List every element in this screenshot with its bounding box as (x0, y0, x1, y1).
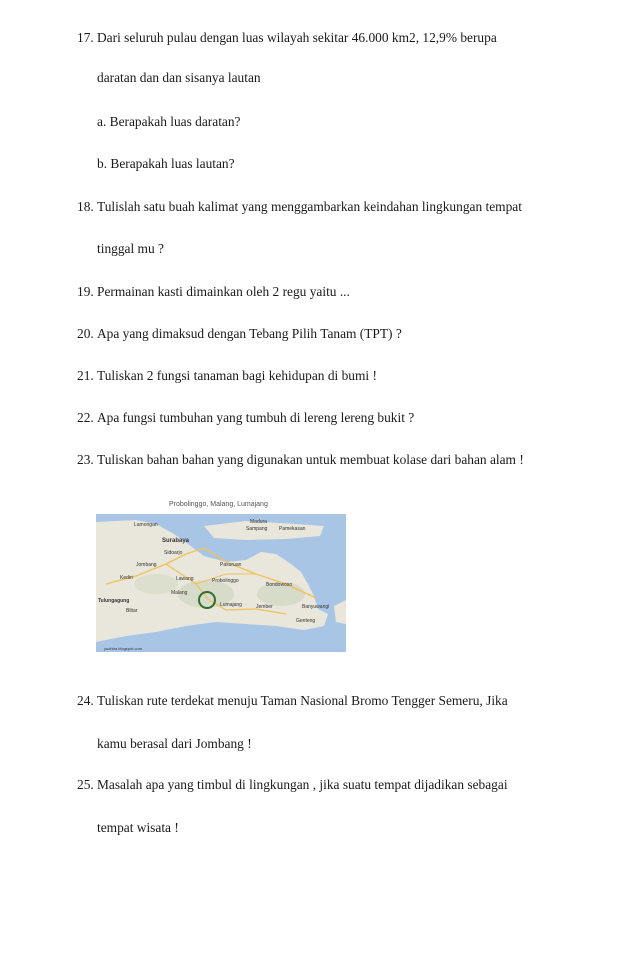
map-label-sidoarjo: Sidoarjo (164, 550, 183, 556)
question-text: Permainan kasti dimainkan oleh 2 regu yaitu ... (97, 284, 350, 299)
question-number: 25. (77, 777, 94, 792)
question-number: 22. (77, 410, 94, 425)
question-subitem: b. Berapakah luas lautan? (97, 156, 235, 171)
map-label-blitar: Blitar (126, 608, 138, 614)
question-number: 17. (77, 30, 94, 45)
question-subitem: a. Berapakah luas daratan? (97, 114, 241, 129)
question-text: tempat wisata ! (97, 820, 179, 835)
map-svg (96, 514, 346, 652)
question-text: Tuliskan rute terdekat menuju Taman Nasional Bromo Tengger Semeru, Jika (97, 693, 508, 708)
question-number: 19. (77, 284, 94, 299)
map-label-banyuwangi: Banyuwangi (302, 604, 330, 610)
map-credit: yudhira.blogspot.com (104, 646, 143, 651)
question-number: 21. (77, 368, 94, 383)
map-label-lawang: Lawang (176, 576, 194, 582)
question-text: Apa fungsi tumbuhan yang tumbuh di lereng lereng bukit ? (97, 410, 415, 425)
question-number: 23. (77, 452, 94, 467)
question-text: Tuliskan bahan bahan yang digunakan untuk membuat kolase dari bahan alam ! (97, 452, 524, 467)
map-label-malang: Malang (171, 590, 188, 596)
map-label-sampang: Sampang (246, 526, 268, 532)
map-label-tulungagung: Tulungagung (98, 598, 130, 604)
question-text: Masalah apa yang timbul di lingkungan , jika suatu tempat dijadikan sebagai (97, 777, 508, 792)
map-label-jember: Jember (256, 604, 273, 610)
map-image (96, 514, 346, 652)
map-title: Probolinggo, Malang, Lumajang (169, 501, 268, 508)
map-label-pamekasan: Pamekasan (279, 526, 306, 532)
question-text: Apa yang dimaksud dengan Tebang Pilih Tanam (TPT) ? (97, 326, 402, 341)
map-label-bondowoso: Bondowoso (266, 582, 293, 588)
map-label-lumajang: Lumajang (220, 602, 242, 608)
map-label-lamongan: Lamongan (134, 522, 158, 528)
map-label-probolinggo: Probolinggo (212, 578, 239, 584)
question-text: Tulislah satu buah kalimat yang menggambarkan keindahan lingkungan tempat (97, 199, 522, 214)
question-number: 24. (77, 693, 94, 708)
question-text: kamu berasal dari Jombang ! (97, 736, 252, 751)
question-text: tinggal mu ? (97, 241, 164, 256)
question-number: 20. (77, 326, 94, 341)
map-label-madura: Madura (250, 519, 267, 525)
map-label-surabaya: Surabaya (162, 538, 190, 544)
map-label-genteng: Genteng (296, 618, 316, 624)
question-text: daratan dan dan sisanya lautan (97, 70, 261, 85)
map-label-kediri: Kediri (120, 575, 133, 581)
map-label-jombang: Jombang (136, 562, 157, 568)
map-label-pasuruan: Pasuruan (220, 562, 242, 568)
question-text: Tuliskan 2 fungsi tanaman bagi kehidupan di bumi ! (97, 368, 377, 383)
question-text: Dari seluruh pulau dengan luas wilayah sekitar 46.000 km2, 12,9% berupa (97, 30, 497, 45)
question-number: 18. (77, 199, 94, 214)
